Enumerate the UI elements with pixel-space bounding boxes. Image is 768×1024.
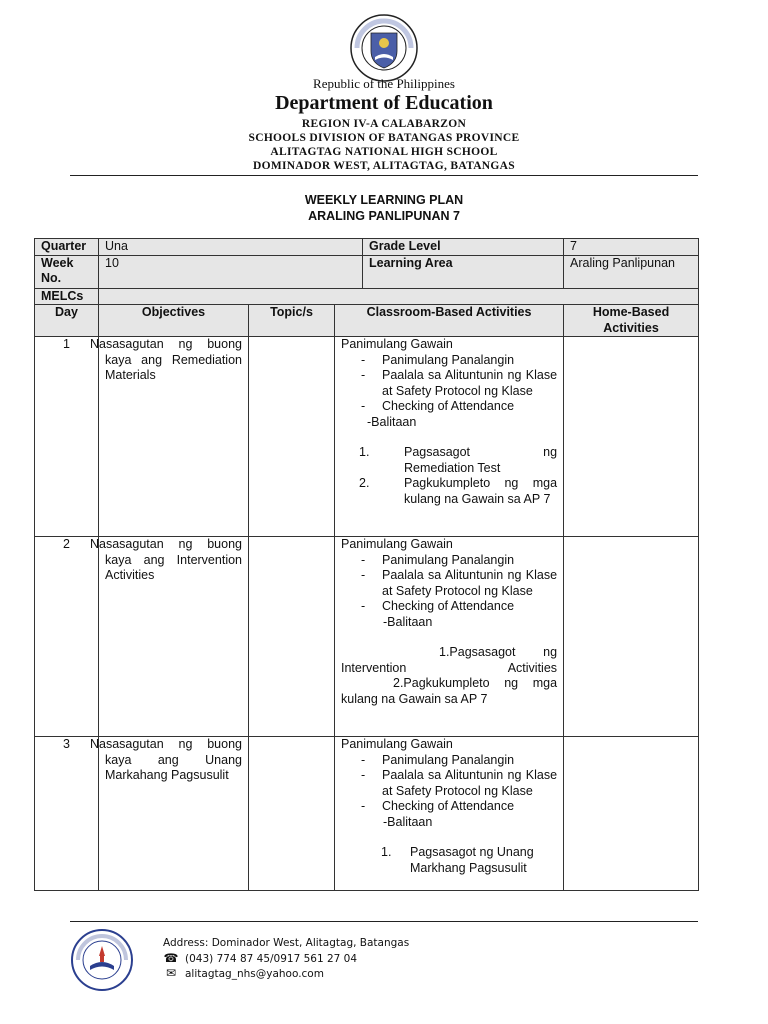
info-row-week (35, 255, 699, 288)
melcs-value (99, 288, 699, 305)
list-item: 2. Pagkukumpleto ng mga kulang na Gawain sa AP 7 (359, 476, 558, 506)
col-home-activities: Home-Based Activities (564, 305, 699, 337)
activity-list (341, 753, 557, 815)
col-day: Day (35, 305, 99, 337)
school-label: ALITAGTAG NATIONAL HIGH SCHOOL (270, 146, 498, 158)
objective-cell: Nasasagutan ng buong kaya ang Remediation Materials (99, 337, 249, 537)
footer-email: ✉ alitagtag_nhs@yahoo.com (163, 966, 324, 980)
balitaan-text: -Balitaan (383, 814, 433, 829)
header-divider (70, 175, 698, 176)
list-item: - Panimulang Panalangin (341, 553, 557, 569)
day-cell: 2 (35, 537, 99, 737)
task-text: 1.Pagsasagot ng Intervention Activities (341, 645, 558, 675)
table-row (35, 537, 699, 737)
home-activities-cell (564, 337, 699, 537)
info-row-quarter (35, 239, 699, 256)
plan-subject: ARALING PANLIPUNAN 7 (308, 209, 460, 223)
topic-cell (249, 337, 335, 537)
activity-heading: Panimulang Gawain (341, 337, 453, 351)
home-activities-cell (564, 537, 699, 737)
plan-title: WEEKLY LEARNING PLAN (304, 193, 464, 207)
melcs-label: MELCs (35, 288, 99, 305)
task-text: 2.Pagkukumpleto ng mga kulang na Gawain sa AP 7 (341, 676, 558, 706)
department-title: Department of Education (275, 92, 493, 114)
list-item: - Paalala sa Alituntunin ng Klase at Safety Protocol ng Klase (341, 368, 557, 399)
list-item: - Panimulang Panalangin (341, 753, 557, 769)
phone-icon: ☎ (163, 951, 179, 965)
learning-area-label: Learning Area (363, 256, 564, 288)
republic-label: Republic of the Philippines (313, 76, 455, 91)
day-cell: 3 (35, 737, 99, 891)
home-activities-cell (564, 737, 699, 891)
footer-phone: ☎ (043) 774 87 45/0917 561 27 04 (163, 951, 358, 965)
task-list (341, 445, 557, 507)
balitaan-text: -Balitaan (383, 614, 433, 629)
column-header-row (35, 305, 699, 337)
topic-cell (249, 737, 335, 891)
list-item: - Checking of Attendance (341, 799, 557, 815)
classroom-activities-cell (335, 537, 564, 737)
objective-cell: Nasasagutan ng buong kaya ang Intervention Activities (99, 537, 249, 737)
col-classroom-activities: Classroom-Based Activities (335, 305, 564, 337)
learning-area-value: Araling Panlipunan (564, 255, 699, 288)
col-topics: Topic/s (249, 305, 335, 337)
quarter-value: Una (105, 239, 128, 253)
classroom-activities-cell (335, 337, 564, 537)
deped-seal (349, 13, 419, 83)
list-item: - Checking of Attendance (341, 599, 557, 615)
list-item: - Checking of Attendance (341, 399, 557, 415)
region-label: REGION IV-A CALABARZON (301, 118, 467, 130)
school-address-label: DOMINADOR WEST, ALITAGTAG, BATANGAS (253, 160, 515, 172)
week-label: Week No. (35, 255, 99, 288)
day-cell: 1 (35, 337, 99, 537)
school-logo (70, 928, 134, 992)
info-row-melcs (35, 288, 699, 305)
balitaan-text: -Balitaan (367, 414, 417, 429)
week-value: 10 (105, 255, 119, 270)
grade-label: Grade Level (363, 239, 564, 255)
activity-list (341, 353, 557, 415)
table-row (35, 737, 699, 891)
activity-heading: Panimulang Gawain (341, 537, 453, 551)
quarter-label: Quarter (35, 239, 99, 256)
topic-cell (249, 537, 335, 737)
objective-cell: Nasasagutan ng buong kaya ang Unang Markahang Pagsusulit (99, 737, 249, 891)
task-list (341, 845, 557, 876)
grade-value: 7 (564, 239, 699, 256)
list-item: - Panimulang Panalangin (341, 353, 557, 369)
weekly-plan-table (34, 238, 699, 891)
col-objectives: Objectives (99, 305, 249, 337)
division-label: SCHOOLS DIVISION OF BATANGAS PROVINCE (248, 132, 520, 144)
list-item: 1. Pagsasagot ng Unang Markhang Pagsusulit (381, 845, 534, 875)
list-item: - Paalala sa Alituntunin ng Klase at Safety Protocol ng Klase (341, 768, 557, 799)
table-row (35, 337, 699, 537)
list-item: - Paalala sa Alituntunin ng Klase at Safety Protocol ng Klase (341, 568, 557, 599)
classroom-activities-cell (335, 737, 564, 891)
list-item: 1. Pagsasagot ng Remediation Test (359, 445, 558, 475)
activity-list (341, 553, 557, 615)
footer-address: Address: Dominador West, Alitagtag, Batangas (163, 937, 410, 949)
envelope-icon: ✉ (165, 966, 177, 980)
activity-heading: Panimulang Gawain (341, 737, 453, 751)
footer-divider (70, 921, 698, 922)
